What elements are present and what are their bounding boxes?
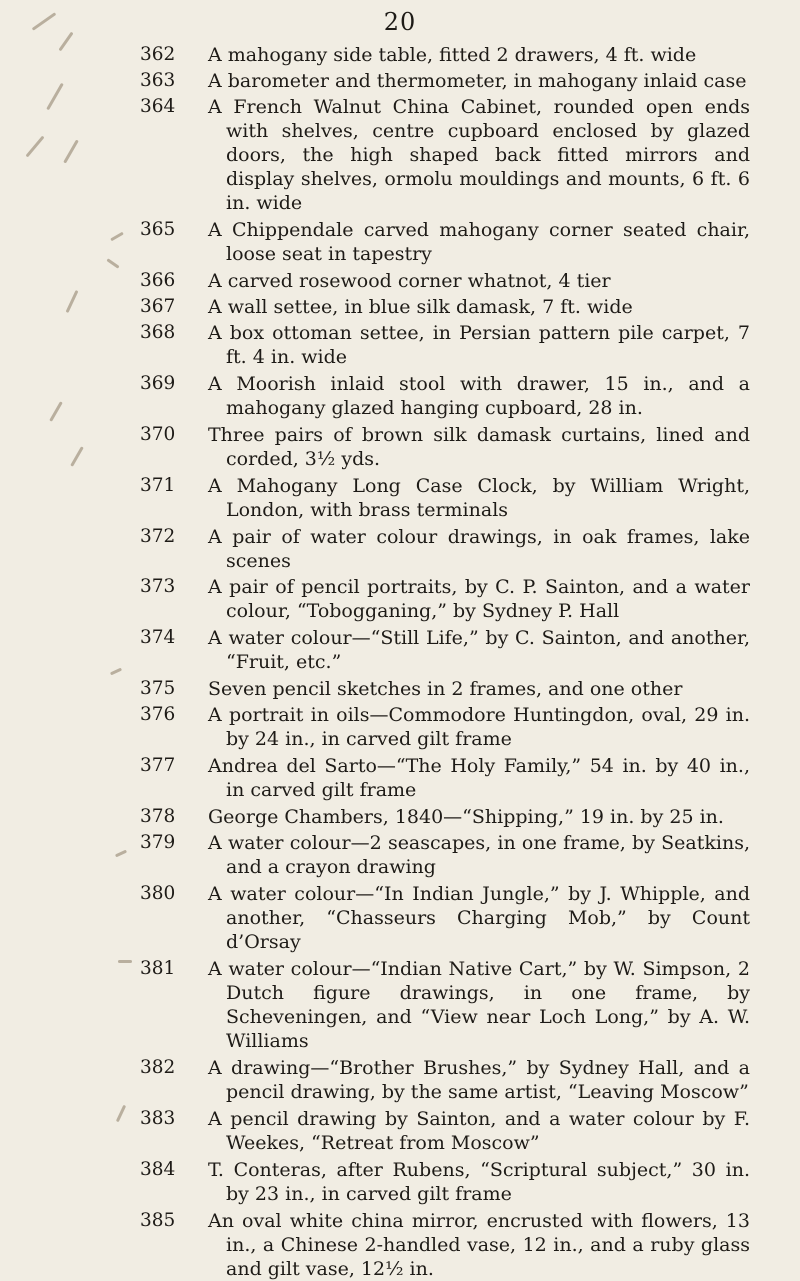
lot-385 bbox=[0, 1209, 800, 1281]
lot-number: 375 bbox=[140, 678, 176, 699]
lot-description: A Chippendale carved mahogany corner seated chair, loose seat in tapestry bbox=[208, 219, 750, 265]
lot-number: 373 bbox=[140, 576, 176, 597]
lot-number: 369 bbox=[140, 373, 176, 394]
lot-364 bbox=[0, 95, 800, 215]
lot-description: Andrea del Sarto—“The Holy Family,” 54 in. by 40 in., in carved gilt frame bbox=[208, 755, 750, 801]
lot-number: 370 bbox=[140, 424, 176, 445]
lot-number: 372 bbox=[140, 526, 176, 547]
lot-number: 363 bbox=[140, 70, 176, 91]
lot-number: 380 bbox=[140, 883, 176, 904]
lot-number: 365 bbox=[140, 219, 176, 240]
lot-number: 383 bbox=[140, 1108, 176, 1129]
lot-375 bbox=[0, 677, 800, 701]
lot-number: 381 bbox=[140, 958, 176, 979]
lot-description: George Chambers, 1840—“Shipping,” 19 in. by 25 in. bbox=[208, 806, 724, 828]
lot-376 bbox=[0, 703, 800, 751]
lot-380 bbox=[0, 882, 800, 954]
lot-list bbox=[0, 43, 800, 1281]
lot-368 bbox=[0, 321, 800, 369]
lot-description: A Mahogany Long Case Clock, by William Wright, London, with brass terminals bbox=[208, 475, 750, 521]
lot-description: A pair of pencil portraits, by C. P. Sainton, and a water colour, “Tobogganing,” by Sydney P. Hall bbox=[208, 576, 750, 622]
lot-number: 382 bbox=[140, 1057, 176, 1078]
lot-description: A drawing—“Brother Brushes,” by Sydney Hall, and a pencil drawing, by the same artist, “Leaving Moscow” bbox=[208, 1057, 750, 1103]
lot-description: A water colour—“Indian Native Cart,” by W. Simpson, 2 Dutch figure drawings, in one frame, by Scheveningen, and “View near Loch Long,” by A. W. Williams bbox=[208, 958, 750, 1052]
lot-description: A water colour—2 seascapes, in one frame, by Seatkins, and a crayon drawing bbox=[208, 832, 750, 878]
lot-description: Seven pencil sketches in 2 frames, and one other bbox=[208, 678, 683, 700]
lot-description: A wall settee, in blue silk damask, 7 ft. wide bbox=[208, 296, 633, 318]
lot-number: 385 bbox=[140, 1210, 176, 1231]
lot-363 bbox=[0, 69, 800, 93]
lot-373 bbox=[0, 575, 800, 623]
page-number: 20 bbox=[383, 8, 417, 36]
lot-362 bbox=[0, 43, 800, 67]
lot-378 bbox=[0, 805, 800, 829]
lot-description: A water colour—“In Indian Jungle,” by J. Whipple, and another, “Chasseurs Charging Mob,” by Count d’Orsay bbox=[208, 883, 750, 953]
lot-number: 364 bbox=[140, 96, 176, 117]
lot-description: Three pairs of brown silk damask curtains, lined and corded, 3½ yds. bbox=[208, 424, 750, 470]
lot-number: 371 bbox=[140, 475, 176, 496]
pencil-mark bbox=[118, 960, 132, 963]
lot-description: A portrait in oils—Commodore Huntingdon, oval, 29 in. by 24 in., in carved gilt frame bbox=[208, 704, 750, 750]
lot-description: A pencil drawing by Sainton, and a water colour by F. Weekes, “Retreat from Moscow” bbox=[208, 1108, 750, 1154]
lot-description: A Moorish inlaid stool with drawer, 15 in., and a mahogany glazed hanging cupboard, 28 in. bbox=[208, 373, 750, 419]
lot-377 bbox=[0, 754, 800, 802]
lot-description: T. Conteras, after Rubens, “Scriptural subject,” 30 in. by 23 in., in carved gilt frame bbox=[208, 1159, 750, 1205]
lot-number: 384 bbox=[140, 1159, 176, 1180]
lot-365 bbox=[0, 218, 800, 266]
lot-number: 379 bbox=[140, 832, 176, 853]
lot-381 bbox=[0, 957, 800, 1053]
lot-number: 376 bbox=[140, 704, 176, 725]
lot-366 bbox=[0, 269, 800, 293]
lot-367 bbox=[0, 295, 800, 319]
lot-372 bbox=[0, 525, 800, 573]
lot-description: A water colour—“Still Life,” by C. Sainton, and another, “Fruit, etc.” bbox=[208, 627, 750, 673]
lot-384 bbox=[0, 1158, 800, 1206]
lot-description: An oval white china mirror, encrusted with flowers, 13 in., a Chinese 2-handled vase, 12 in., and a ruby glass and gilt vase, 12½ in. bbox=[208, 1210, 750, 1280]
lot-371 bbox=[0, 474, 800, 522]
lot-369 bbox=[0, 372, 800, 420]
lot-description: A carved rosewood corner whatnot, 4 tier bbox=[208, 270, 611, 292]
lot-description: A French Walnut China Cabinet, rounded open ends with shelves, centre cupboard enclosed by glazed doors, the high shaped back fitted mirrors and display shelves, ormolu mouldings and mounts, 6 ft. 6 in. wide bbox=[208, 96, 750, 214]
lot-number: 366 bbox=[140, 270, 176, 291]
lot-description: A barometer and thermometer, in mahogany inlaid case bbox=[208, 70, 747, 92]
lot-number: 367 bbox=[140, 296, 176, 317]
lot-number: 378 bbox=[140, 806, 176, 827]
lot-description: A mahogany side table, fitted 2 drawers, 4 ft. wide bbox=[208, 44, 697, 66]
lot-description: A box ottoman settee, in Persian pattern pile carpet, 7 ft. 4 in. wide bbox=[208, 322, 750, 368]
lot-number: 374 bbox=[140, 627, 176, 648]
lot-number: 362 bbox=[140, 44, 176, 65]
lot-number: 368 bbox=[140, 322, 176, 343]
lot-number: 377 bbox=[140, 755, 176, 776]
lot-370 bbox=[0, 423, 800, 471]
lot-382 bbox=[0, 1056, 800, 1104]
lot-description: A pair of water colour drawings, in oak frames, lake scenes bbox=[208, 526, 750, 572]
